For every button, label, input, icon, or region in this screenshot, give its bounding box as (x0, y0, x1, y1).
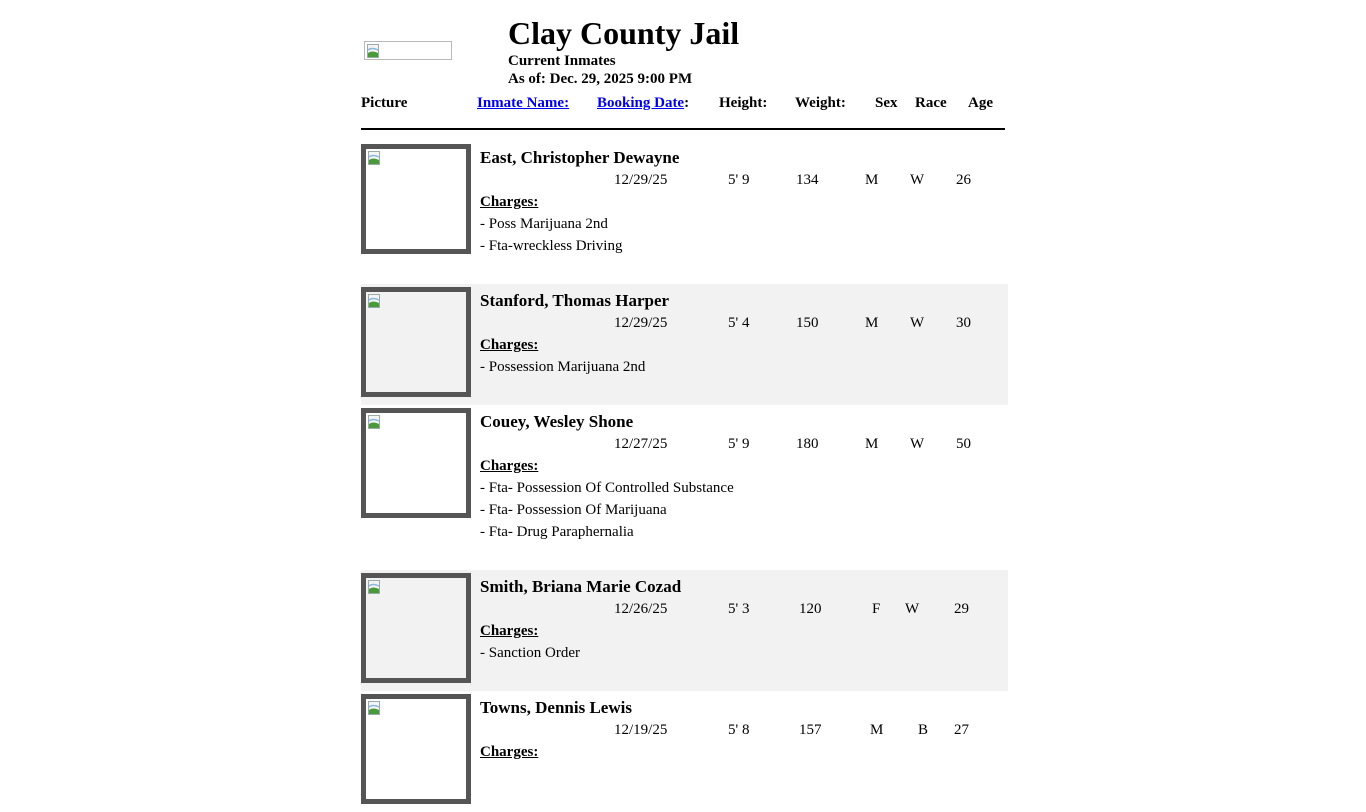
column-height: Height: (719, 95, 768, 111)
broken-image-icon (367, 44, 381, 58)
age: 27 (954, 722, 969, 738)
inmate-row (361, 691, 1008, 812)
charge-item: - Poss Marijuana 2nd (480, 216, 608, 232)
charge-item: - Fta-wreckless Driving (480, 238, 623, 254)
weight: 180 (796, 436, 819, 452)
booking-date-colon: : (684, 95, 690, 111)
height: 5' 9 (728, 436, 750, 452)
page-subtitle: Current Inmates (508, 53, 616, 69)
booking-date: 12/26/25 (614, 601, 668, 617)
column-race: Race (915, 95, 947, 111)
weight: 120 (799, 601, 822, 617)
inmate-name: Couey, Wesley Shone (480, 412, 634, 431)
sort-by-booking-date-link[interactable]: Booking Date (597, 95, 685, 111)
age: 29 (954, 601, 969, 617)
charges-label: Charges: (480, 623, 539, 639)
inmate-photo[interactable] (361, 694, 471, 804)
column-picture: Picture (361, 95, 408, 111)
inmate-row (361, 405, 1008, 570)
header-divider (361, 128, 1005, 130)
inmate-row (361, 141, 1008, 284)
sex: M (865, 436, 879, 452)
inmate-list (361, 141, 1008, 812)
charges-label: Charges: (480, 744, 539, 760)
inmate-photo[interactable] (361, 287, 471, 397)
age: 50 (956, 436, 971, 452)
charge-item: - Fta- Drug Paraphernalia (480, 524, 634, 540)
inmate-name: Smith, Briana Marie Cozad (480, 577, 682, 596)
inmate-name: Towns, Dennis Lewis (480, 698, 632, 717)
height: 5' 8 (728, 722, 750, 738)
race: W (910, 436, 925, 452)
charge-item: - Fta- Possession Of Controlled Substance (480, 480, 734, 496)
booking-date: 12/29/25 (614, 172, 668, 188)
charges-label: Charges: (480, 194, 539, 210)
booking-date: 12/29/25 (614, 315, 668, 331)
sort-by-inmate-name-link[interactable]: Inmate Name: (477, 95, 570, 111)
age: 30 (956, 315, 971, 331)
weight: 134 (796, 172, 819, 188)
logo-image (364, 41, 452, 60)
charges-label: Charges: (480, 337, 539, 353)
race: B (918, 722, 929, 738)
charge-item: - Sanction Order (480, 645, 580, 661)
column-sex: Sex (875, 95, 898, 111)
page-title: Clay County Jail (508, 15, 740, 51)
broken-image-icon (368, 415, 382, 429)
charges-label: Charges: (480, 458, 539, 474)
column-weight: Weight: (795, 95, 846, 111)
height: 5' 9 (728, 172, 750, 188)
height: 5' 3 (728, 601, 750, 617)
inmate-name: East, Christopher Dewayne (480, 148, 680, 167)
broken-image-icon (368, 580, 382, 594)
race: W (910, 315, 925, 331)
inmate-photo[interactable] (361, 144, 471, 254)
sex: M (865, 172, 879, 188)
charge-item: - Possession Marijuana 2nd (480, 359, 646, 375)
column-headers (361, 95, 1005, 115)
inmate-row (361, 570, 1008, 691)
sex: M (865, 315, 879, 331)
sex: M (870, 722, 884, 738)
age: 26 (956, 172, 971, 188)
weight: 157 (799, 722, 822, 738)
height: 5' 4 (728, 315, 750, 331)
broken-image-icon (368, 294, 382, 308)
as-of-timestamp: As of: Dec. 29, 2025 9:00 PM (508, 71, 693, 87)
header (508, 14, 739, 88)
inmate-row (361, 284, 1008, 405)
charge-item: - Fta- Possession Of Marijuana (480, 502, 667, 518)
booking-date: 12/27/25 (614, 436, 668, 452)
inmate-photo[interactable] (361, 573, 471, 683)
inmate-name: Stanford, Thomas Harper (480, 291, 670, 310)
race: W (910, 172, 925, 188)
broken-image-icon (368, 701, 382, 715)
column-age: Age (968, 95, 993, 111)
inmate-photo[interactable] (361, 408, 471, 518)
race: W (905, 601, 920, 617)
broken-image-icon (368, 151, 382, 165)
sex: F (872, 601, 881, 617)
booking-date: 12/19/25 (614, 722, 668, 738)
weight: 150 (796, 315, 819, 331)
